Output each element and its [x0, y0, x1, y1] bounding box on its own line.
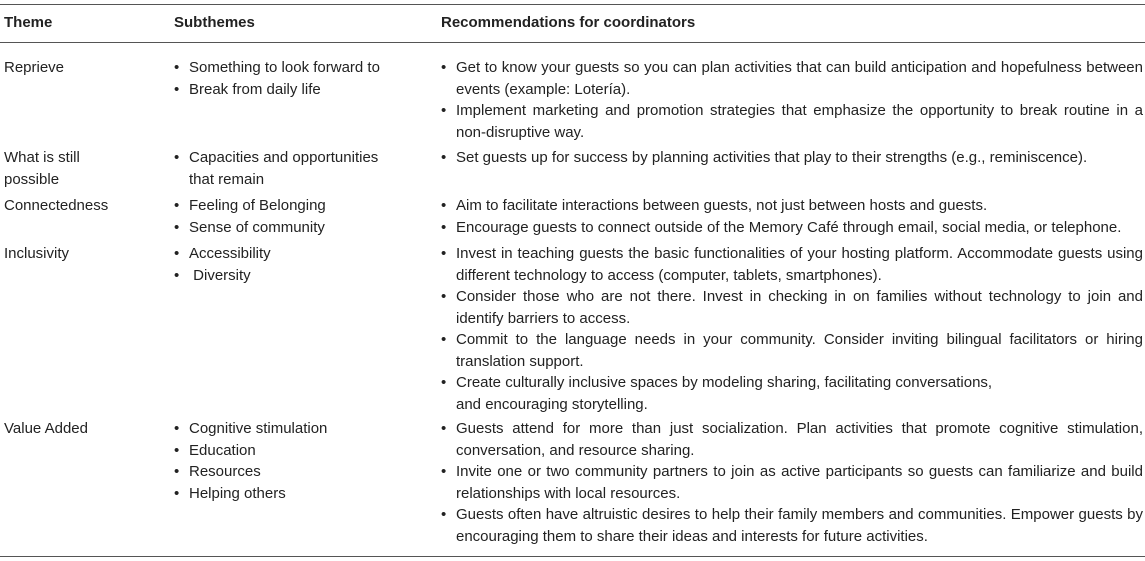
theme-cell: Inclusivity: [4, 245, 70, 262]
recommendations-cell: [441, 147, 1143, 169]
recommendations-cell: [441, 243, 1143, 415]
subthemes-cell: [174, 147, 404, 190]
recommendations-cell: [441, 57, 1143, 143]
column-header-subthemes: Subthemes: [174, 14, 255, 31]
theme-cell: Connectedness: [4, 197, 109, 214]
recommendation-item: • Implement marketing and promotion strategies that emphasize the opportunity to break routine in a non-disruptive way.: [441, 100, 1143, 143]
recommendations-cell: [441, 418, 1143, 547]
subthemes-cell: [174, 195, 424, 238]
recommendation-item: • Set guests up for success by planning activities that play to their strengths (e.g., reminiscence).: [441, 147, 1143, 169]
subtheme-item: • Sense of community: [174, 217, 424, 239]
subtheme-item: • Diversity: [174, 265, 424, 287]
recommendation-item: • Aim to facilitate interactions between guests, not just between hosts and guests.: [441, 195, 1143, 217]
theme-cell: Value Added: [4, 420, 88, 437]
table-bottom-rule: [0, 556, 1145, 557]
recommendation-item: • Commit to the language needs in your community. Consider inviting bilingual facilitators or hiring translation support.: [441, 329, 1143, 372]
column-header-theme: Theme: [4, 14, 53, 31]
subthemes-cell: [174, 243, 424, 286]
recommendations-cell: [441, 195, 1143, 238]
recommendation-item: • Guests attend for more than just socialization. Plan activities that promote cognitive stimulation, conversation, and resource sharing.: [441, 418, 1143, 461]
recommendation-item: • Invite one or two community partners to join as active participants so guests can familiarize and build relationships with local resources.: [441, 461, 1143, 504]
subtheme-item: • Education: [174, 440, 424, 462]
recommendation-item: • Guests often have altruistic desires to help their family members and communities. Empower guests by encouraging them to share their ideas and interests for future activities.: [441, 504, 1143, 547]
recommendation-item: • Get to know your guests so you can plan activities that can build anticipation and hopefulness between events (example: Lotería).: [441, 57, 1143, 100]
recommendation-item: • Invest in teaching guests the basic functionalities of your hosting platform. Accommodate guests using different technology to access (computer, tablets, smartphones).: [441, 243, 1143, 286]
subtheme-item: • Feeling of Belonging: [174, 195, 424, 217]
column-header-recommendations: Recommendations for coordinators: [441, 14, 696, 31]
subtheme-item: • Resources: [174, 461, 424, 483]
table-header-rule: [0, 42, 1145, 43]
subtheme-item: • Cognitive stimulation: [174, 418, 424, 440]
theme-cell: What is still possible: [4, 149, 80, 188]
recommendation-item: • Create culturally inclusive spaces by modeling sharing, facilitating conversations, and encouraging storytelling.: [441, 372, 1143, 415]
subtheme-item: • Helping others: [174, 483, 424, 505]
subthemes-cell: [174, 418, 424, 504]
theme-cell: Reprieve: [4, 59, 65, 76]
subtheme-item: • Capacities and opportunities that remain: [174, 147, 404, 190]
recommendation-item: • Encourage guests to connect outside of the Memory Café through email, social media, or telephone.: [441, 217, 1143, 239]
subtheme-item: • Break from daily life: [174, 79, 424, 101]
subthemes-cell: [174, 57, 424, 100]
table-top-rule: [0, 4, 1145, 5]
subtheme-item: • Something to look forward to: [174, 57, 424, 79]
recommendation-item: • Consider those who are not there. Invest in checking in on families without technology to join and identify barriers to access.: [441, 286, 1143, 329]
subtheme-item: • Accessibility: [174, 243, 424, 265]
